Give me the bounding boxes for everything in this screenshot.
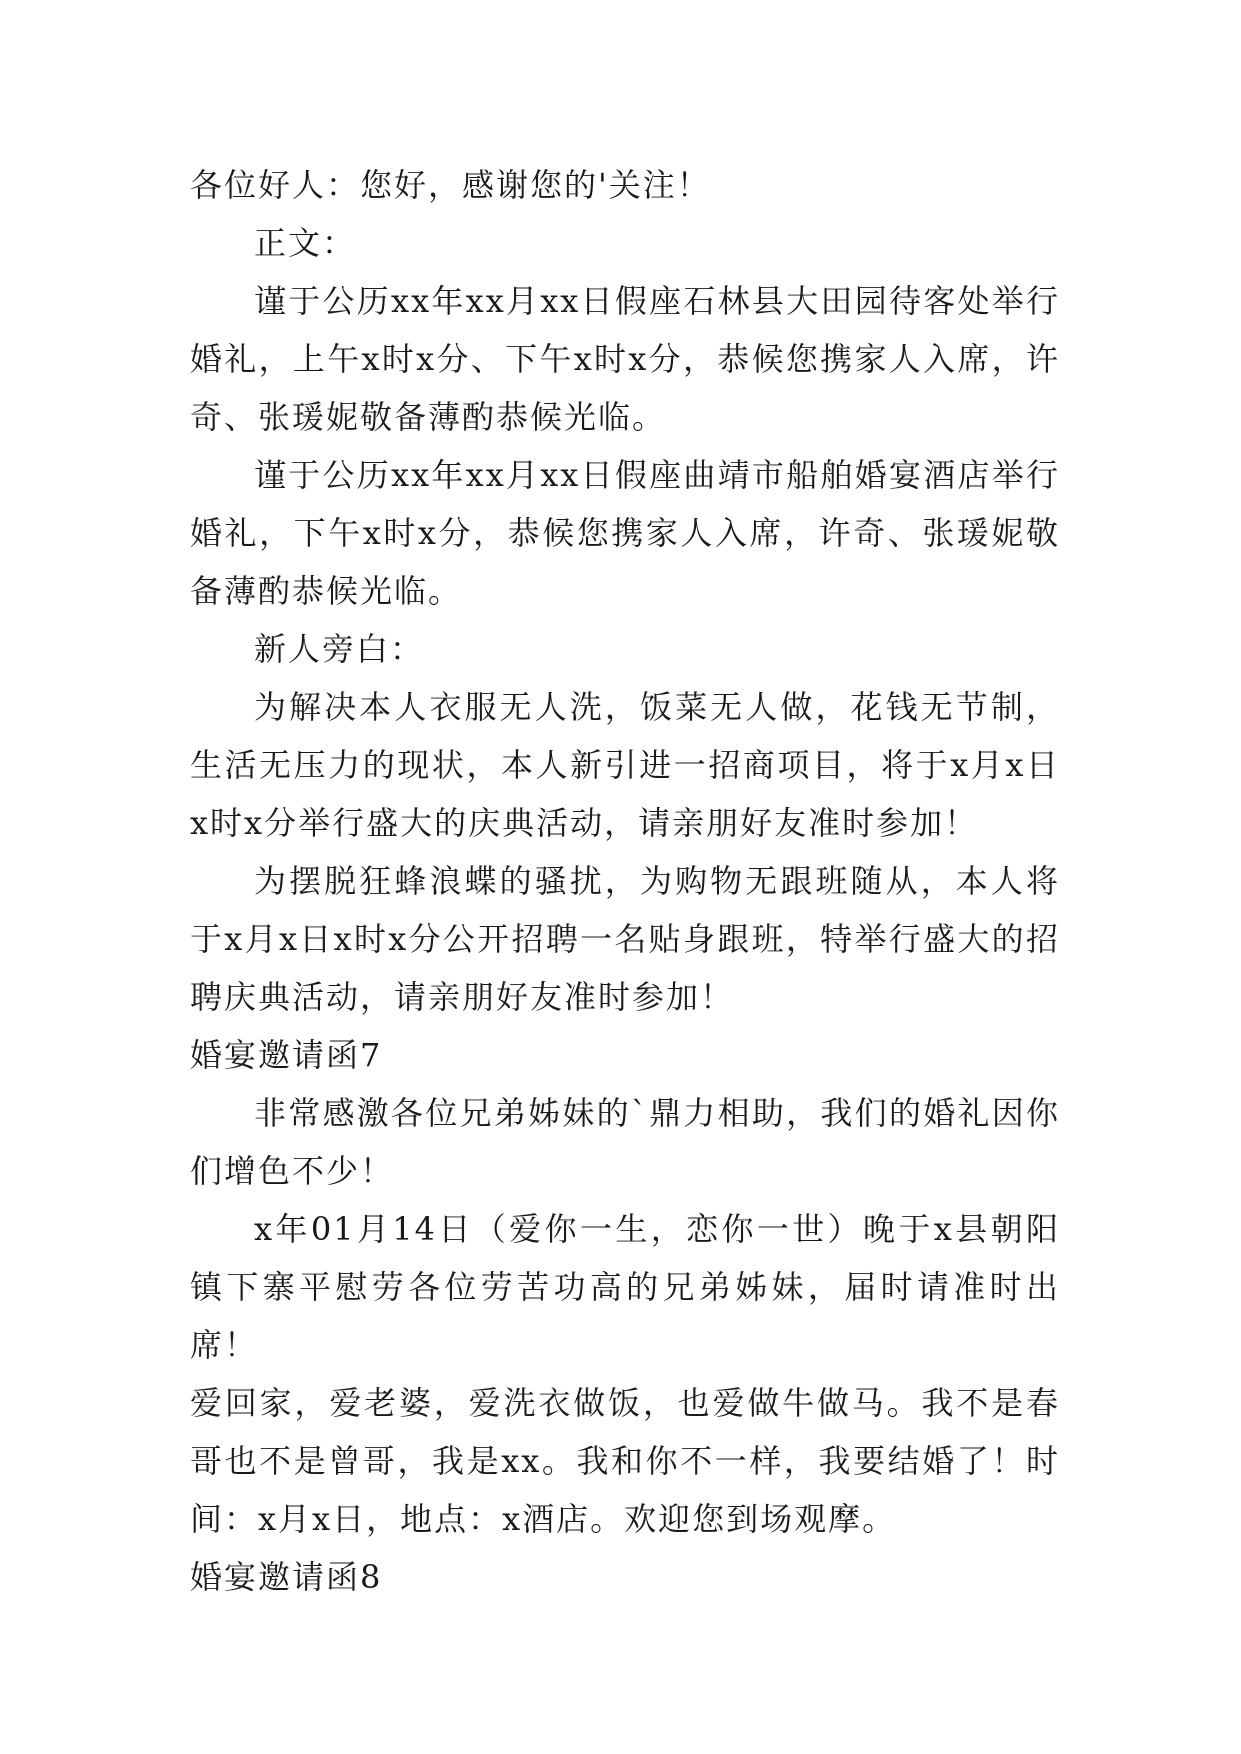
paragraph-getting-married: 爱回家，爱老婆，爱洗衣做饭，也爱做牛做马。我不是春哥也不是曾哥，我是xx。我和你不一样，我要结婚了！时间：x月x日，地点：x酒店。欢迎您到场观摩。 [190, 1384, 1060, 1538]
paragraph-investment-project: 为解决本人衣服无人洗，饭菜无人做，花钱无节制，生活无压力的现状，本人新引进一招商项目，将于x月x日x时x分举行盛大的庆典活动，请亲朋好友准时参加！ [190, 688, 1060, 842]
section-label-zhengwen: 正文： [254, 224, 357, 262]
heading-invitation-7: 婚宴邀请函7 [190, 1036, 383, 1074]
document-body [190, 156, 1060, 1606]
paragraph-qujing-wedding: 谨于公历xx年xx月xx日假座曲靖市船舶婚宴酒店举行婚礼，下午x时x分，恭候您携家人入席，许奇、张瑗妮敬备薄酌恭候光临。 [190, 456, 1060, 610]
paragraph-thanks-siblings: 非常感激各位兄弟姊妹的`鼎力相助，我们的婚礼因你们增色不少！ [190, 1094, 1060, 1190]
paragraph-dinner-date: x年01月14日（爱你一生，恋你一世）晚于x县朝阳镇下寨平慰劳各位劳苦功高的兄弟姊妹，届时请准时出席！ [190, 1210, 1060, 1364]
heading-invitation-8: 婚宴邀请函8 [190, 1558, 383, 1596]
greeting-line: 各位好人：您好，感谢您的'关注！ [190, 166, 711, 204]
paragraph-shilin-wedding: 谨于公历xx年xx月xx日假座石林县大田园待客处举行婚礼，上午x时x分、下午x时x分，恭候您携家人入席，许奇、张瑗妮敬备薄酌恭候光临。 [190, 282, 1060, 436]
section-label-pangbai: 新人旁白： [254, 630, 425, 668]
paragraph-recruit-attendant: 为摆脱狂蜂浪蝶的骚扰，为购物无跟班随从，本人将于x月x日x时x分公开招聘一名贴身跟班，特举行盛大的招聘庆典活动，请亲朋好友准时参加！ [190, 862, 1060, 1016]
